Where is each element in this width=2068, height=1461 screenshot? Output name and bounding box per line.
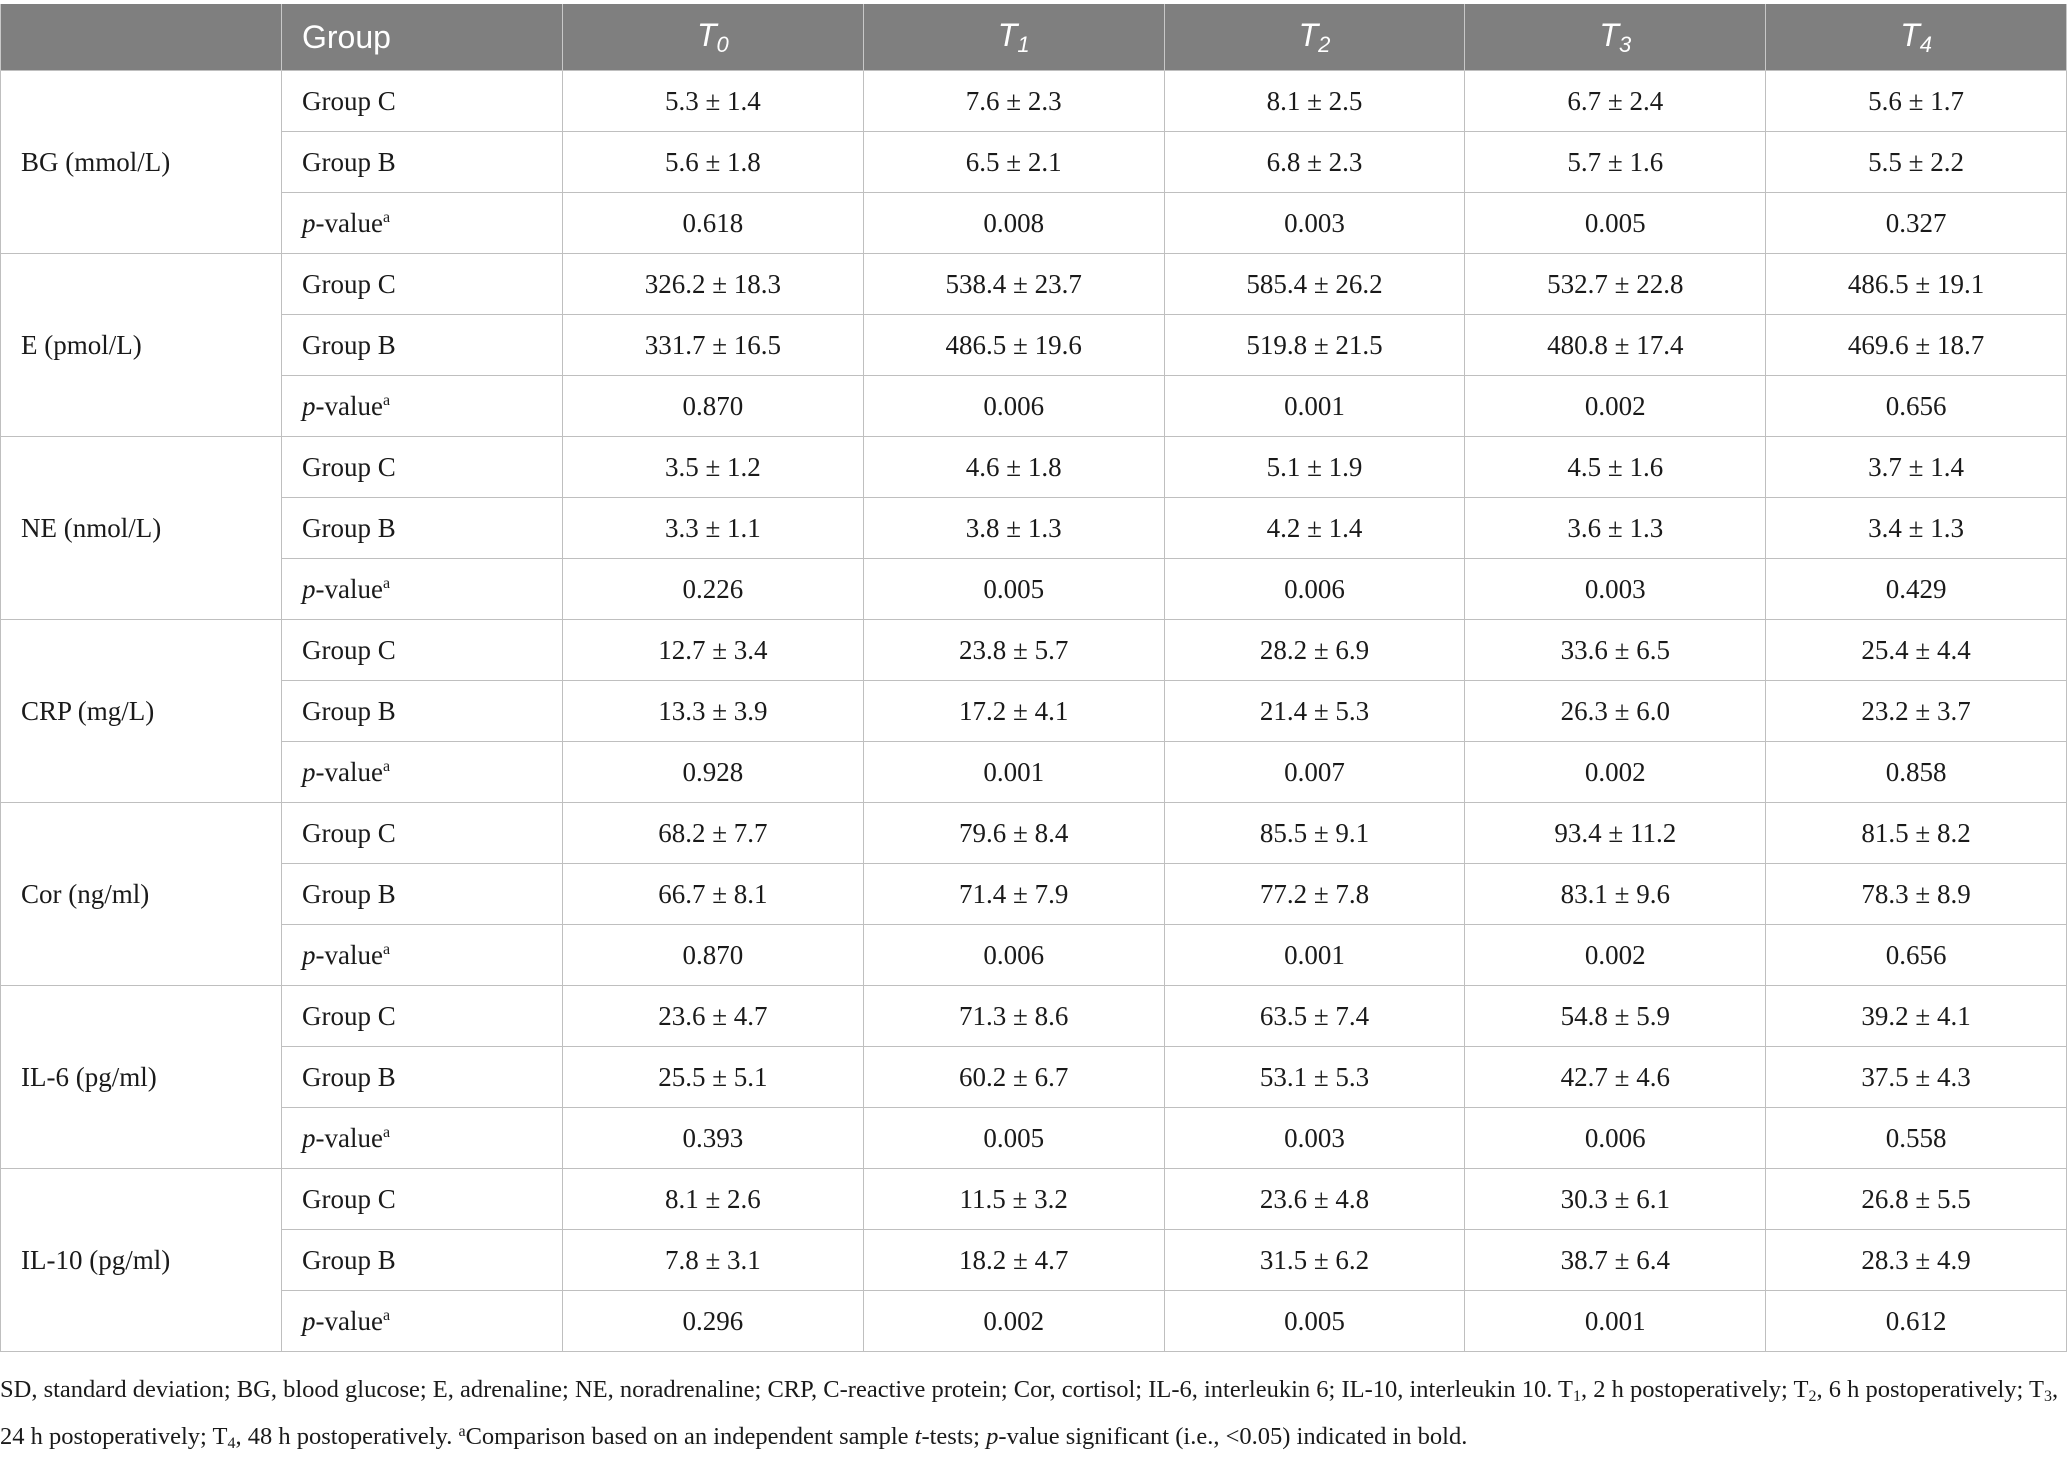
p-value-cell: 0.006 xyxy=(1465,1108,1766,1169)
p-value-cell: 0.870 xyxy=(563,925,864,986)
value-cell: 469.6 ± 18.7 xyxy=(1766,315,2067,376)
table-row xyxy=(1,681,2067,742)
value-cell: 4.6 ± 1.8 xyxy=(863,437,1164,498)
value-cell: 3.3 ± 1.1 xyxy=(563,498,864,559)
p-value-cell: 0.327 xyxy=(1766,193,2067,254)
p-value-cell: 0.002 xyxy=(863,1291,1164,1352)
value-cell: 585.4 ± 26.2 xyxy=(1164,254,1465,315)
value-cell: 23.2 ± 3.7 xyxy=(1766,681,2067,742)
group-label: Group C xyxy=(282,71,563,132)
table-row xyxy=(1,986,2067,1047)
value-cell: 6.5 ± 2.1 xyxy=(863,132,1164,193)
header-parameter xyxy=(1,4,282,71)
value-cell: 5.7 ± 1.6 xyxy=(1465,132,1766,193)
p-value-cell: 0.001 xyxy=(1164,376,1465,437)
p-value-cell: 0.003 xyxy=(1164,1108,1465,1169)
p-value-label: p-value$^a$ xyxy=(282,742,563,803)
table-header-row xyxy=(1,4,2067,71)
table-row xyxy=(1,71,2067,132)
value-cell: 93.4 ± 11.2 xyxy=(1465,803,1766,864)
group-label: Group C xyxy=(282,620,563,681)
table-row xyxy=(1,559,2067,620)
table-row xyxy=(1,254,2067,315)
group-label: Group B xyxy=(282,864,563,925)
value-cell: 12.7 ± 3.4 xyxy=(563,620,864,681)
value-cell: 519.8 ± 21.5 xyxy=(1164,315,1465,376)
p-value-label: p-value$^a$ xyxy=(282,376,563,437)
value-cell: 68.2 ± 7.7 xyxy=(563,803,864,864)
p-value-label: p-value$^a$ xyxy=(282,925,563,986)
value-cell: 11.5 ± 3.2 xyxy=(863,1169,1164,1230)
value-cell: 3.8 ± 1.3 xyxy=(863,498,1164,559)
value-cell: 17.2 ± 4.1 xyxy=(863,681,1164,742)
value-cell: 6.7 ± 2.4 xyxy=(1465,71,1766,132)
p-value-label: p-value$^a$ xyxy=(282,1291,563,1352)
value-cell: 71.4 ± 7.9 xyxy=(863,864,1164,925)
results-table xyxy=(0,4,2067,1352)
p-value-label: p-value$^a$ xyxy=(282,1108,563,1169)
p-value-cell: 0.006 xyxy=(863,376,1164,437)
value-cell: 33.6 ± 6.5 xyxy=(1465,620,1766,681)
value-cell: 71.3 ± 8.6 xyxy=(863,986,1164,1047)
table-row xyxy=(1,925,2067,986)
group-label: Group B xyxy=(282,315,563,376)
value-cell: 21.4 ± 5.3 xyxy=(1164,681,1465,742)
value-cell: 81.5 ± 8.2 xyxy=(1766,803,2067,864)
value-cell: 5.6 ± 1.7 xyxy=(1766,71,2067,132)
p-value-cell: 0.008 xyxy=(863,193,1164,254)
table-row xyxy=(1,742,2067,803)
p-value-cell: 0.858 xyxy=(1766,742,2067,803)
value-cell: 7.8 ± 3.1 xyxy=(563,1230,864,1291)
table-row xyxy=(1,620,2067,681)
value-cell: 25.4 ± 4.4 xyxy=(1766,620,2067,681)
group-label: Group C xyxy=(282,986,563,1047)
header-time-t3: $T_3$ xyxy=(1465,4,1766,71)
table-row xyxy=(1,1291,2067,1352)
p-value-cell: 0.870 xyxy=(563,376,864,437)
p-value-cell: 0.656 xyxy=(1766,376,2067,437)
table-row xyxy=(1,376,2067,437)
p-value-cell: 0.612 xyxy=(1766,1291,2067,1352)
parameter-name: E (pmol/L) xyxy=(1,254,282,437)
table-row xyxy=(1,193,2067,254)
value-cell: 79.6 ± 8.4 xyxy=(863,803,1164,864)
p-value-cell: 0.001 xyxy=(1465,1291,1766,1352)
header-time-t4: $T_4$ xyxy=(1766,4,2067,71)
p-value-cell: 0.618 xyxy=(563,193,864,254)
p-value-cell: 0.005 xyxy=(1164,1291,1465,1352)
group-label: Group B xyxy=(282,1230,563,1291)
value-cell: 26.3 ± 6.0 xyxy=(1465,681,1766,742)
group-label: Group C xyxy=(282,437,563,498)
value-cell: 38.7 ± 6.4 xyxy=(1465,1230,1766,1291)
value-cell: 53.1 ± 5.3 xyxy=(1164,1047,1465,1108)
value-cell: 532.7 ± 22.8 xyxy=(1465,254,1766,315)
p-value-label: p-value$^a$ xyxy=(282,559,563,620)
p-value-cell: 0.007 xyxy=(1164,742,1465,803)
parameter-name: CRP (mg/L) xyxy=(1,620,282,803)
value-cell: 5.1 ± 1.9 xyxy=(1164,437,1465,498)
value-cell: 30.3 ± 6.1 xyxy=(1465,1169,1766,1230)
p-value-cell: 0.429 xyxy=(1766,559,2067,620)
p-value-cell: 0.005 xyxy=(863,559,1164,620)
value-cell: 18.2 ± 4.7 xyxy=(863,1230,1164,1291)
value-cell: 4.5 ± 1.6 xyxy=(1465,437,1766,498)
table-body xyxy=(1,71,2067,1352)
table-footnote: SD, standard deviation; BG, blood glucose; E, adrenaline; NE, noradrenaline; CRP, C-reactive protein; Cor, cortisol; IL-6, interleukin 6; IL-10, interleukin 10. $T_1$, 2 h postoperatively; $T_2$, 6 h postoperatively; $T_3$, 24 h postoperatively; $T_4$, 48 h postoperatively. $^a$Comparison based on an independent sample t-tests; p-value significant (i.e., <0.05) indicated in bold. xyxy=(0,1376,2059,1452)
value-cell: 7.6 ± 2.3 xyxy=(863,71,1164,132)
value-cell: 5.5 ± 2.2 xyxy=(1766,132,2067,193)
value-cell: 37.5 ± 4.3 xyxy=(1766,1047,2067,1108)
table-row xyxy=(1,1230,2067,1291)
p-value-cell: 0.558 xyxy=(1766,1108,2067,1169)
value-cell: 23.8 ± 5.7 xyxy=(863,620,1164,681)
group-label: Group B xyxy=(282,132,563,193)
p-value-cell: 0.006 xyxy=(1164,559,1465,620)
value-cell: 486.5 ± 19.1 xyxy=(1766,254,2067,315)
value-cell: 5.3 ± 1.4 xyxy=(563,71,864,132)
value-cell: 77.2 ± 7.8 xyxy=(1164,864,1465,925)
table-row xyxy=(1,864,2067,925)
value-cell: 54.8 ± 5.9 xyxy=(1465,986,1766,1047)
p-value-cell: 0.226 xyxy=(563,559,864,620)
p-value-cell: 0.003 xyxy=(1164,193,1465,254)
parameter-name: Cor (ng/ml) xyxy=(1,803,282,986)
parameter-name: NE (nmol/L) xyxy=(1,437,282,620)
value-cell: 42.7 ± 4.6 xyxy=(1465,1047,1766,1108)
value-cell: 23.6 ± 4.7 xyxy=(563,986,864,1047)
value-cell: 23.6 ± 4.8 xyxy=(1164,1169,1465,1230)
p-value-cell: 0.001 xyxy=(863,742,1164,803)
p-value-cell: 0.001 xyxy=(1164,925,1465,986)
value-cell: 66.7 ± 8.1 xyxy=(563,864,864,925)
header-time-t2: $T_2$ xyxy=(1164,4,1465,71)
value-cell: 25.5 ± 5.1 xyxy=(563,1047,864,1108)
table-row xyxy=(1,437,2067,498)
p-value-cell: 0.656 xyxy=(1766,925,2067,986)
parameter-name: BG (mmol/L) xyxy=(1,71,282,254)
value-cell: 8.1 ± 2.5 xyxy=(1164,71,1465,132)
value-cell: 4.2 ± 1.4 xyxy=(1164,498,1465,559)
p-value-cell: 0.005 xyxy=(1465,193,1766,254)
table-row xyxy=(1,1047,2067,1108)
p-value-cell: 0.002 xyxy=(1465,376,1766,437)
group-label: Group C xyxy=(282,803,563,864)
value-cell: 26.8 ± 5.5 xyxy=(1766,1169,2067,1230)
value-cell: 5.6 ± 1.8 xyxy=(563,132,864,193)
p-value-cell: 0.006 xyxy=(863,925,1164,986)
value-cell: 486.5 ± 19.6 xyxy=(863,315,1164,376)
header-time-t0: $T_0$ xyxy=(563,4,864,71)
header-group: Group xyxy=(282,4,563,71)
table-row xyxy=(1,132,2067,193)
value-cell: 3.4 ± 1.3 xyxy=(1766,498,2067,559)
group-label: Group C xyxy=(282,1169,563,1230)
value-cell: 60.2 ± 6.7 xyxy=(863,1047,1164,1108)
p-value-cell: 0.002 xyxy=(1465,742,1766,803)
value-cell: 85.5 ± 9.1 xyxy=(1164,803,1465,864)
value-cell: 6.8 ± 2.3 xyxy=(1164,132,1465,193)
value-cell: 3.5 ± 1.2 xyxy=(563,437,864,498)
value-cell: 538.4 ± 23.7 xyxy=(863,254,1164,315)
group-label: Group B xyxy=(282,1047,563,1108)
p-value-cell: 0.928 xyxy=(563,742,864,803)
table-row xyxy=(1,498,2067,559)
value-cell: 3.7 ± 1.4 xyxy=(1766,437,2067,498)
value-cell: 63.5 ± 7.4 xyxy=(1164,986,1465,1047)
value-cell: 31.5 ± 6.2 xyxy=(1164,1230,1465,1291)
value-cell: 480.8 ± 17.4 xyxy=(1465,315,1766,376)
p-value-cell: 0.005 xyxy=(863,1108,1164,1169)
value-cell: 8.1 ± 2.6 xyxy=(563,1169,864,1230)
value-cell: 83.1 ± 9.6 xyxy=(1465,864,1766,925)
p-value-cell: 0.002 xyxy=(1465,925,1766,986)
p-value-label: p-value$^a$ xyxy=(282,193,563,254)
value-cell: 3.6 ± 1.3 xyxy=(1465,498,1766,559)
header-time-t1: $T_1$ xyxy=(863,4,1164,71)
group-label: Group B xyxy=(282,681,563,742)
p-value-cell: 0.393 xyxy=(563,1108,864,1169)
value-cell: 78.3 ± 8.9 xyxy=(1766,864,2067,925)
table-row xyxy=(1,1108,2067,1169)
group-label: Group C xyxy=(282,254,563,315)
table-row xyxy=(1,1169,2067,1230)
parameter-name: IL-10 (pg/ml) xyxy=(1,1169,282,1352)
p-value-cell: 0.296 xyxy=(563,1291,864,1352)
value-cell: 331.7 ± 16.5 xyxy=(563,315,864,376)
value-cell: 28.2 ± 6.9 xyxy=(1164,620,1465,681)
parameter-name: IL-6 (pg/ml) xyxy=(1,986,282,1169)
value-cell: 326.2 ± 18.3 xyxy=(563,254,864,315)
group-label: Group B xyxy=(282,498,563,559)
value-cell: 39.2 ± 4.1 xyxy=(1766,986,2067,1047)
table-row xyxy=(1,803,2067,864)
value-cell: 28.3 ± 4.9 xyxy=(1766,1230,2067,1291)
p-value-cell: 0.003 xyxy=(1465,559,1766,620)
table-row xyxy=(1,315,2067,376)
value-cell: 13.3 ± 3.9 xyxy=(563,681,864,742)
